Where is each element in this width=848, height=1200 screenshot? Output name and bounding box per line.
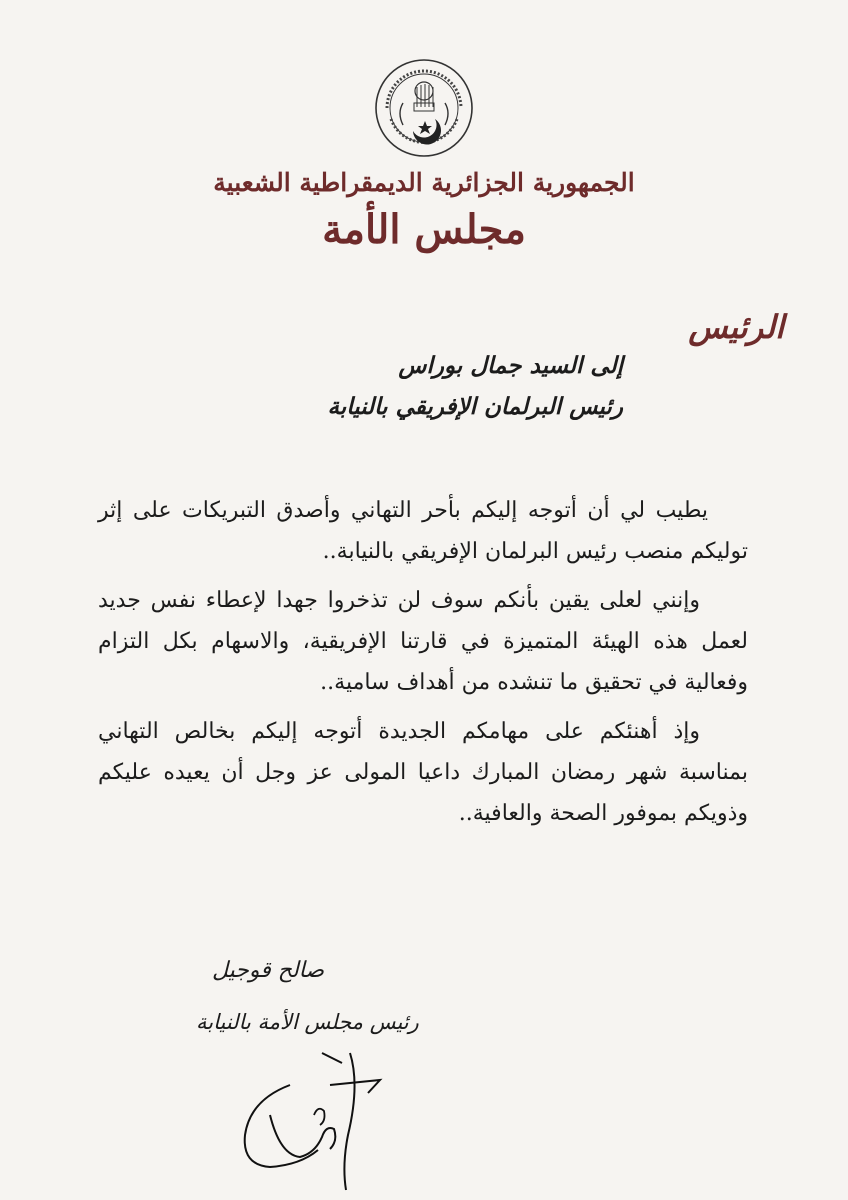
addressee-title: رئيس البرلمان الإفريقي بالنيابة [327, 393, 623, 420]
signer-name: صالح قوجيل [212, 958, 325, 983]
handwritten-signature-icon [230, 1045, 400, 1195]
paragraph: وإنني لعلى يقين بأنكم سوف لن تذخروا جهدا لإعطاء نفس جديد لعمل هذه الهيئة المتميزة في قارتنا الإفريقية، والاسهام بكل التزام وفعالية في تحقيق ما تنشده من أهداف سامية.. [98, 588, 748, 695]
letter-body [98, 490, 748, 842]
algerian-seal-icon [373, 57, 475, 159]
paragraph: وإذ أهنئكم على مهامكم الجديدة أتوجه إليكم بخالص التهاني بمناسبة شهر رمضان المبارك داعيا المولى عز وجل أن يعيده عليكم وذويكم بموفور الصحة والعافية.. [98, 719, 748, 826]
signer-title: رئيس مجلس الأمة بالنيابة [196, 1010, 419, 1034]
paragraph: يطيب لي أن أتوجه إليكم بأحر التهاني وأصدق التبريكات على إثر توليكم منصب رئيس البرلمان الإفريقي بالنيابة.. [98, 498, 748, 564]
office-label: الرئيس [688, 308, 784, 346]
addressee: إلى السيد جمال بوراس [398, 352, 623, 379]
council-name: مجلس الأمة [322, 206, 526, 253]
republic-name: الجمهورية الجزائرية الديمقراطية الشعبية [213, 168, 635, 197]
